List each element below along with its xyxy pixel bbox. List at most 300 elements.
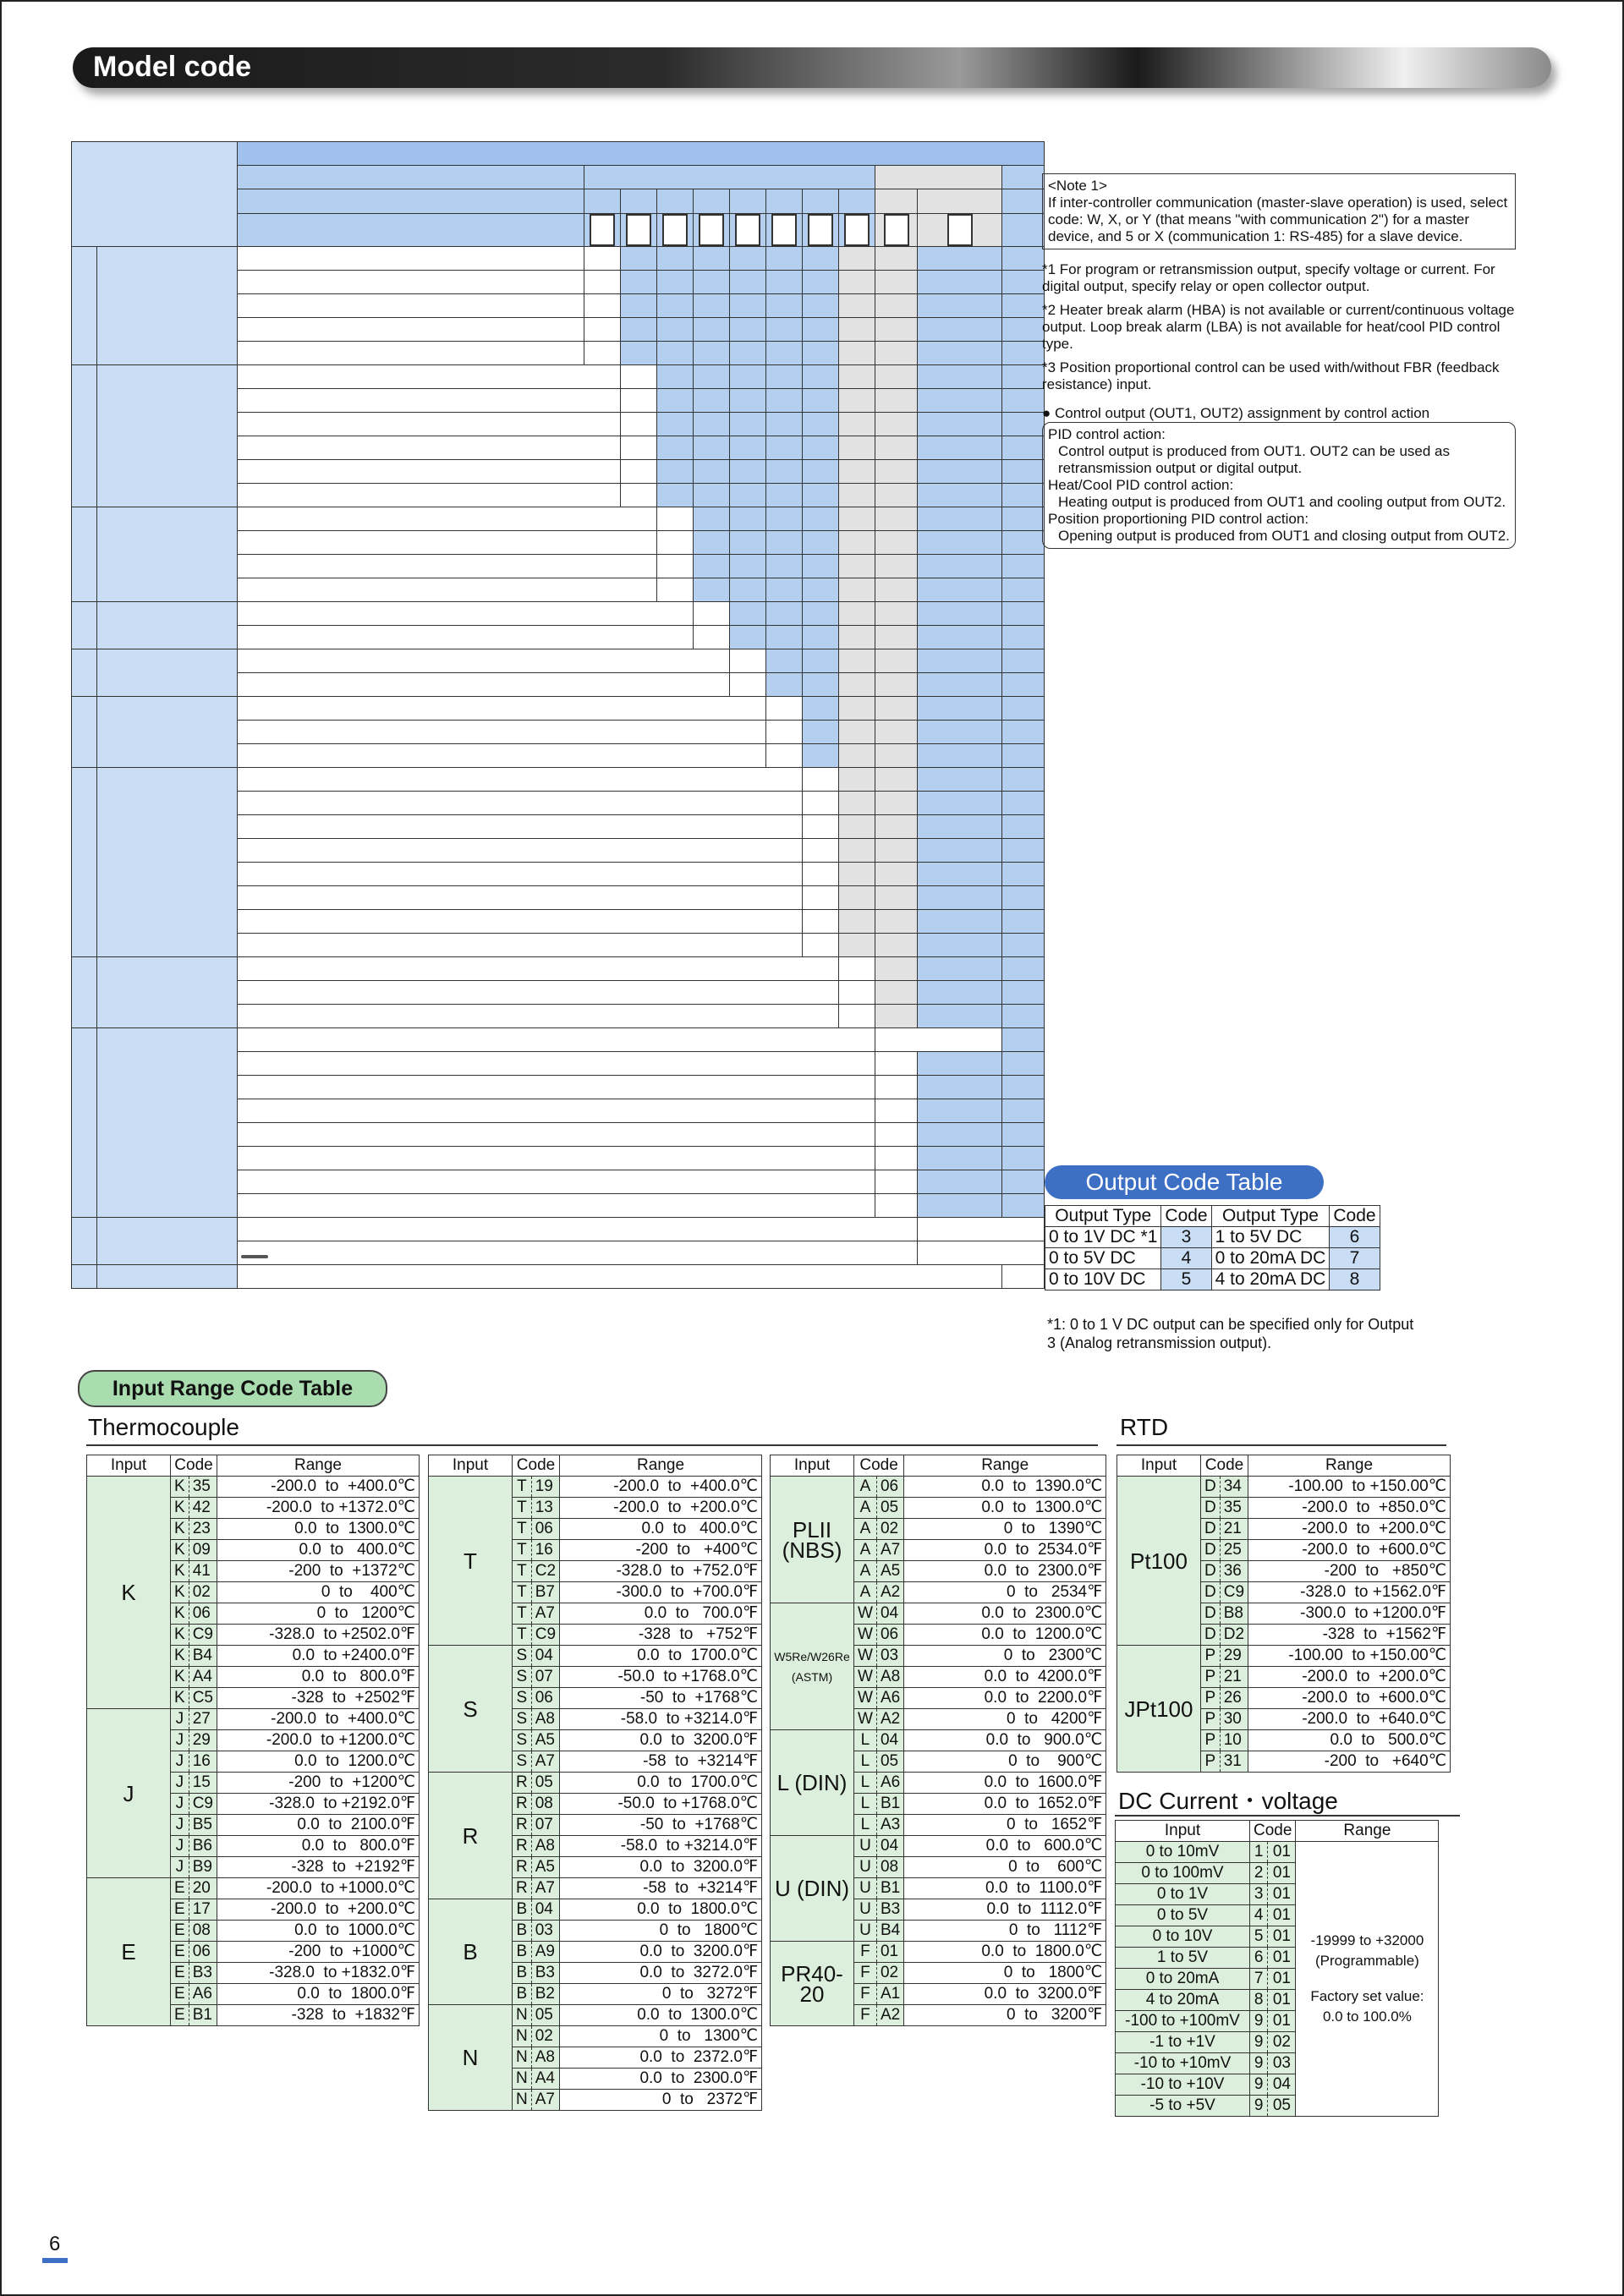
filler-cell	[875, 460, 918, 484]
filler-cell	[1002, 578, 1045, 602]
dc-code-a: 9	[1250, 2032, 1268, 2053]
output-table-cell: 0 to 5V DC	[1045, 1248, 1161, 1269]
range-code-number: A5	[531, 1857, 559, 1878]
option-description	[238, 768, 803, 792]
filler-cell	[1002, 839, 1045, 863]
filler-cell	[1002, 697, 1045, 721]
option-description	[238, 460, 621, 484]
filler-cell	[694, 294, 730, 318]
code-slot-box	[808, 214, 833, 246]
range-input-type: K	[87, 1477, 171, 1709]
group-number-9	[72, 1028, 97, 1218]
filler-cell	[730, 531, 766, 555]
range-code-letter: E	[171, 1942, 189, 1963]
range-code-letter: T	[513, 1603, 532, 1625]
output-table-cell: 4 to 20mA DC	[1211, 1269, 1330, 1290]
filler-cell	[839, 673, 875, 697]
output-table-header: Output Type	[1045, 1206, 1161, 1227]
range-value: 0.0 to 500.0℃	[1248, 1730, 1451, 1751]
filler-cell	[918, 815, 1002, 839]
filler-cell	[657, 271, 694, 294]
option-description	[238, 578, 657, 602]
filler-cell	[839, 271, 875, 294]
option-description	[238, 1170, 875, 1194]
filler-cell	[1002, 1194, 1045, 1218]
range-value: 0.0 to 900.0℃	[904, 1730, 1106, 1751]
range-code-letter: K	[171, 1519, 189, 1540]
filler-cell	[875, 1005, 918, 1028]
option-description	[238, 342, 584, 365]
digit-1	[584, 189, 621, 214]
option-description	[238, 1005, 839, 1028]
range-code-letter: T	[513, 1519, 532, 1540]
range-code-letter: S	[513, 1709, 532, 1730]
range-code-letter: E	[171, 1921, 189, 1942]
range-code-number: A9	[531, 1942, 559, 1963]
range-code-number: A1	[876, 1984, 903, 2005]
filler-cell	[839, 460, 875, 484]
filler-cell	[839, 768, 875, 792]
range-code-number: 16	[189, 1751, 217, 1773]
group-title-1	[97, 247, 238, 365]
range-code-letter: S	[513, 1667, 532, 1688]
range-table-header: Input	[771, 1455, 854, 1477]
range-code-letter: S	[513, 1730, 532, 1751]
range-value: -200.0 to +400.0℃	[217, 1477, 419, 1498]
range-code-number: 06	[189, 1603, 217, 1625]
range-code-number: 31	[1220, 1751, 1248, 1773]
filler-cell	[875, 389, 918, 413]
option-code	[766, 744, 803, 768]
option-code	[766, 697, 803, 721]
filler-cell	[918, 792, 1002, 815]
option-description	[238, 318, 584, 342]
filler-cell	[918, 1147, 1002, 1170]
option-code	[657, 555, 694, 578]
range-code-number: 04	[876, 1603, 903, 1625]
filler-cell	[803, 389, 839, 413]
range-code-number: A3	[876, 1815, 903, 1836]
filler-cell	[839, 863, 875, 886]
range-code-letter: A	[854, 1561, 877, 1582]
model-code-table	[71, 141, 1045, 1289]
filler-cell	[1002, 460, 1045, 484]
range-value: 0.0 to 2300.0℉	[904, 1561, 1106, 1582]
filler-cell	[1002, 555, 1045, 578]
range-code-number: A5	[876, 1561, 903, 1582]
code-slot-box	[844, 214, 870, 246]
range-value: 0.0 to 1600.0℉	[904, 1773, 1106, 1794]
group-number-7	[72, 768, 97, 957]
filler-cell	[694, 318, 730, 342]
control-output-box	[1042, 422, 1516, 549]
output-code-footnote: *1: 0 to 1 V DC output can be specified only for Output 3 (Analog retransmission output).	[1047, 1316, 1414, 1351]
range-code-letter: P	[1201, 1688, 1221, 1709]
filler-cell	[839, 555, 875, 578]
filler-cell	[730, 555, 766, 578]
filler-cell	[657, 389, 694, 413]
dc-input: 1 to 5V	[1116, 1948, 1250, 1969]
filler-cell	[1002, 507, 1045, 531]
range-code-letter: S	[513, 1688, 532, 1709]
filler-cell	[875, 318, 918, 342]
range-code-letter: R	[513, 1836, 532, 1857]
range-value: 0.0 to 1800.0℃	[560, 1899, 762, 1921]
range-value: 0.0 to 1300.0℃	[560, 2005, 762, 2026]
control-output-line: Control output is produced from OUT1. OUT2 can be used as retransmission output or digital output.	[1058, 443, 1451, 476]
range-value: 0.0 to 2300.0℉	[560, 2069, 762, 2090]
range-value: 0.0 to 4200.0℉	[904, 1667, 1106, 1688]
filler-cell	[839, 413, 875, 436]
range-value: -200.0 to +1000.0℃	[217, 1878, 419, 1899]
range-code-letter: N	[513, 2090, 532, 2111]
group-number-6	[72, 697, 97, 768]
range-value: 0.0 to 800.0℉	[217, 1667, 419, 1688]
output-code-table	[1045, 1205, 1380, 1290]
filler-cell	[1002, 318, 1045, 342]
option-label	[241, 1255, 268, 1258]
filler-cell	[803, 365, 839, 389]
code-slot-9	[875, 214, 918, 247]
range-code-letter: R	[513, 1857, 532, 1878]
filler-cell	[1002, 602, 1045, 626]
digit-9	[875, 189, 918, 214]
option-description	[238, 721, 766, 744]
filler-cell	[657, 365, 694, 389]
range-input-type: B	[429, 1899, 513, 2005]
group-number-5	[72, 649, 97, 697]
filler-cell	[875, 436, 918, 460]
digit-6	[766, 189, 803, 214]
filler-cell	[1002, 649, 1045, 673]
code-slot-box	[626, 214, 651, 246]
dc-range-text: Factory set value:	[1310, 1988, 1424, 2004]
dc-input: -1 to +1V	[1116, 2032, 1250, 2053]
dc-code-a: 4	[1250, 1905, 1268, 1926]
range-code-number: A7	[531, 1603, 559, 1625]
dc-input: 0 to 10V	[1116, 1926, 1250, 1948]
range-code-letter: J	[171, 1815, 189, 1836]
range-code-letter: P	[1201, 1646, 1221, 1667]
filler-cell	[657, 294, 694, 318]
filler-cell	[694, 436, 730, 460]
dc-code-b: 01	[1268, 1863, 1296, 1884]
range-value: -58.0 to +3214.0℉	[560, 1836, 762, 1857]
range-value: 0 to 600℃	[904, 1857, 1106, 1878]
filler-cell	[918, 721, 1002, 744]
option-description	[238, 1123, 875, 1147]
range-value: -200.0 to +400.0℃	[217, 1709, 419, 1730]
code-slot-box	[884, 214, 909, 246]
filler-cell	[875, 484, 918, 507]
range-code-number: 19	[531, 1477, 559, 1498]
filler-cell	[1002, 721, 1045, 744]
option-description	[238, 484, 621, 507]
filler-cell	[875, 649, 918, 673]
control-output-line: Heating output is produced from OUT1 and cooling output from OUT2.	[1058, 494, 1506, 510]
dc-code-a: 9	[1250, 2011, 1268, 2032]
group-title-2	[97, 365, 238, 507]
range-code-number: B1	[876, 1794, 903, 1815]
range-value: -328.0 to +752.0℉	[560, 1561, 762, 1582]
range-code-number: B4	[189, 1646, 217, 1667]
range-code-number: C2	[531, 1561, 559, 1582]
filler-cell	[1002, 957, 1045, 981]
filler-cell	[839, 910, 875, 934]
dc-input: -100 to +100mV	[1116, 2011, 1250, 2032]
range-code-letter: W	[854, 1709, 877, 1730]
range-value: 0.0 to 1800.0℃	[904, 1942, 1106, 1963]
filler-cell	[766, 413, 803, 436]
range-value: -328 to +2192℉	[217, 1857, 419, 1878]
filler-cell	[766, 578, 803, 602]
dc-input: 0 to 1V	[1116, 1884, 1250, 1905]
filler-cell	[730, 342, 766, 365]
page-corner-mark	[42, 2258, 68, 2263]
range-code-letter: J	[171, 1836, 189, 1857]
range-input-type: S	[429, 1646, 513, 1773]
option-code	[803, 910, 839, 934]
range-value: -300.0 to +1200.0℉	[1248, 1603, 1451, 1625]
range-code-letter: J	[171, 1709, 189, 1730]
control-output-line: Position proportioning PID control action:	[1048, 511, 1309, 527]
option-code	[584, 342, 621, 365]
filler-cell	[803, 626, 839, 649]
range-code-letter: B	[513, 1984, 532, 2005]
filler-cell	[875, 768, 918, 792]
filler-cell	[1002, 294, 1045, 318]
range-value: 0.0 to 2200.0℉	[904, 1688, 1106, 1709]
option-description	[238, 649, 730, 673]
range-code-letter: W	[854, 1688, 877, 1709]
filler-cell	[621, 271, 657, 294]
option-description	[238, 934, 803, 957]
range-code-number: 06	[876, 1625, 903, 1646]
range-code-number: A6	[189, 1984, 217, 2005]
filler-cell	[875, 863, 918, 886]
dc-code-a: 7	[1250, 1969, 1268, 1990]
dc-code-b: 01	[1268, 1948, 1296, 1969]
range-input-type: N	[429, 2005, 513, 2111]
note1-text: If inter-controller communication (master-slave operation) is used, select code: W, X, or Y (that means "with communication 2") for a master device, and 5 or X (communication 1: RS-485) for a slave device.	[1048, 195, 1508, 244]
range-value: -200.0 to +200.0℃	[217, 1899, 419, 1921]
range-code-letter: T	[513, 1625, 532, 1646]
range-value: 0.0 to 800.0℉	[217, 1836, 419, 1857]
filler-cell	[730, 318, 766, 342]
filler-cell	[875, 247, 918, 271]
filler-cell	[918, 957, 1002, 981]
range-value: 0.0 to 1800.0℉	[217, 1984, 419, 2005]
range-code-number: B7	[531, 1582, 559, 1603]
filler-cell	[918, 1099, 1002, 1123]
filler-cell	[1002, 815, 1045, 839]
range-code-number: 02	[531, 2026, 559, 2047]
dc-input: 0 to 20mA	[1116, 1969, 1250, 1990]
dc-input: -5 to +5V	[1116, 2096, 1250, 2117]
range-code-letter: P	[1201, 1751, 1221, 1773]
filler-cell	[875, 342, 918, 365]
range-code-letter: D	[1201, 1582, 1221, 1603]
range-value: -200.0 to +600.0℃	[1248, 1688, 1451, 1709]
range-code-number: A7	[531, 1878, 559, 1899]
range-value: -328 to +2502℉	[217, 1688, 419, 1709]
filler-cell	[839, 318, 875, 342]
range-value: 0 to 1800℃	[560, 1921, 762, 1942]
option-description	[238, 697, 766, 721]
range-code-number: 35	[189, 1477, 217, 1498]
range-code-letter: F	[854, 1942, 877, 1963]
filler-cell	[875, 792, 918, 815]
range-code-number: 07	[531, 1815, 559, 1836]
filler-cell	[803, 673, 839, 697]
range-code-letter: K	[171, 1498, 189, 1519]
range-value: 0 to 1390℃	[904, 1519, 1106, 1540]
filler-cell	[766, 673, 803, 697]
filler-cell	[766, 318, 803, 342]
option-description	[238, 863, 803, 886]
range-code-letter: N	[513, 2069, 532, 2090]
dc-code-a: 1	[1250, 1842, 1268, 1863]
filler-cell	[875, 531, 918, 555]
range-code-letter: T	[513, 1498, 532, 1519]
output-table-cell: 1 to 5V DC	[1211, 1227, 1330, 1248]
code-slot-7	[803, 214, 839, 247]
range-table-header: Code	[854, 1455, 904, 1477]
range-value: 0 to 1800℃	[904, 1963, 1106, 1984]
digit-11	[1002, 189, 1045, 214]
code-slot-box	[662, 214, 688, 246]
code-slot-2	[621, 214, 657, 247]
range-value: -200.0 to +640.0℃	[1248, 1709, 1451, 1730]
group-number-8	[72, 957, 97, 1028]
range-code-number: 20	[189, 1878, 217, 1899]
filler-cell	[803, 271, 839, 294]
filler-cell	[1002, 886, 1045, 910]
range-code-number: 21	[1220, 1667, 1248, 1688]
range-table-header: Code	[513, 1455, 560, 1477]
range-code-letter: E	[171, 1878, 189, 1899]
page-title: Model code	[93, 51, 252, 83]
option-code	[657, 507, 694, 531]
range-table-header: Range	[560, 1455, 762, 1477]
group-number-11	[72, 1265, 97, 1289]
filler-cell	[1002, 1147, 1045, 1170]
output-table-cell: 4	[1161, 1248, 1211, 1269]
filler-cell	[766, 484, 803, 507]
range-code-number: 26	[1220, 1688, 1248, 1709]
range-value: 0.0 to 400.0℃	[560, 1519, 762, 1540]
range-code-letter: L	[854, 1730, 877, 1751]
range-code-number: A2	[876, 1582, 903, 1603]
dc-range-text: 0.0 to 100.0%	[1322, 2008, 1412, 2025]
filler-cell	[1002, 271, 1045, 294]
group-title-4	[97, 602, 238, 649]
range-value: -328 to +1832℉	[217, 2005, 419, 2026]
range-code-letter: L	[854, 1773, 877, 1794]
dc-table	[1115, 1820, 1439, 2117]
filler-cell	[803, 697, 839, 721]
range-value: -200 to +1000℃	[217, 1942, 419, 1963]
range-code-number: B2	[531, 1984, 559, 2005]
range-code-letter: K	[171, 1625, 189, 1646]
range-value: 0.0 to 1300.0℃	[904, 1498, 1106, 1519]
range-value: 0.0 to 1652.0℉	[904, 1794, 1106, 1815]
digit-5	[730, 189, 766, 214]
filler-cell	[766, 271, 803, 294]
filler-cell	[621, 247, 657, 271]
range-table-header: Input	[87, 1455, 171, 1477]
option-code	[766, 721, 803, 744]
range-input-type: L (DIN)	[771, 1730, 854, 1836]
range-value: 0.0 to 3200.0℉	[560, 1942, 762, 1963]
dc-code-a: 9	[1250, 2074, 1268, 2096]
filler-cell	[1002, 768, 1045, 792]
range-code-letter: J	[171, 1730, 189, 1751]
filler-cell	[1002, 389, 1045, 413]
footnote-1: *1 For program or retransmission output, specify voltage or current. For digital output, specify relay or open collector output.	[1042, 261, 1495, 294]
option-description	[238, 436, 621, 460]
filler-cell	[875, 957, 918, 981]
filler-cell	[657, 247, 694, 271]
range-value: -58.0 to +3214.0℉	[560, 1709, 762, 1730]
filler-cell	[839, 839, 875, 863]
filler-cell	[1002, 910, 1045, 934]
filler-cell	[803, 507, 839, 531]
range-value: 0 to 400℃	[217, 1582, 419, 1603]
filler-cell	[875, 744, 918, 768]
option-code	[694, 626, 730, 649]
range-code-number: 29	[1220, 1646, 1248, 1667]
range-value: -200.0 to +200.0℃	[560, 1498, 762, 1519]
option-description	[238, 1052, 875, 1076]
filler-cell	[803, 744, 839, 768]
option-code	[657, 531, 694, 555]
range-value: 0.0 to 1300.0℃	[217, 1519, 419, 1540]
range-value: -200.0 to +1200.0℃	[217, 1730, 419, 1751]
range-table-header: Input	[429, 1455, 513, 1477]
range-code-letter: W	[854, 1646, 877, 1667]
dc-range-cell	[1296, 1842, 1439, 2117]
filler-cell	[1002, 1099, 1045, 1123]
option-code	[584, 247, 621, 271]
pf900-line	[238, 189, 584, 214]
code-slot-11	[1002, 214, 1045, 247]
code-slot-1	[584, 214, 621, 247]
code-slot-box	[947, 214, 973, 246]
range-value: -200.0 to +1372.0℃	[217, 1498, 419, 1519]
range-code-number: D2	[1220, 1625, 1248, 1646]
range-value: -50.0 to +1768.0℃	[560, 1794, 762, 1815]
filler-cell	[803, 721, 839, 744]
option-code	[584, 318, 621, 342]
option-description	[238, 792, 803, 815]
filler-cell	[1002, 365, 1045, 389]
option-code	[621, 413, 657, 436]
digit-7	[803, 189, 839, 214]
filler-cell	[918, 697, 1002, 721]
filler-cell	[766, 342, 803, 365]
range-code-number: A8	[531, 1836, 559, 1857]
range-value: 0.0 to 3200.0℉	[560, 1857, 762, 1878]
range-code-letter: N	[513, 2026, 532, 2047]
option-code	[875, 1123, 918, 1147]
range-code-letter: K	[171, 1477, 189, 1498]
range-code-number: A8	[531, 1709, 559, 1730]
filler-cell	[730, 413, 766, 436]
range-code-number: B4	[876, 1921, 903, 1942]
filler-cell	[730, 389, 766, 413]
range-code-number: 05	[876, 1751, 903, 1773]
